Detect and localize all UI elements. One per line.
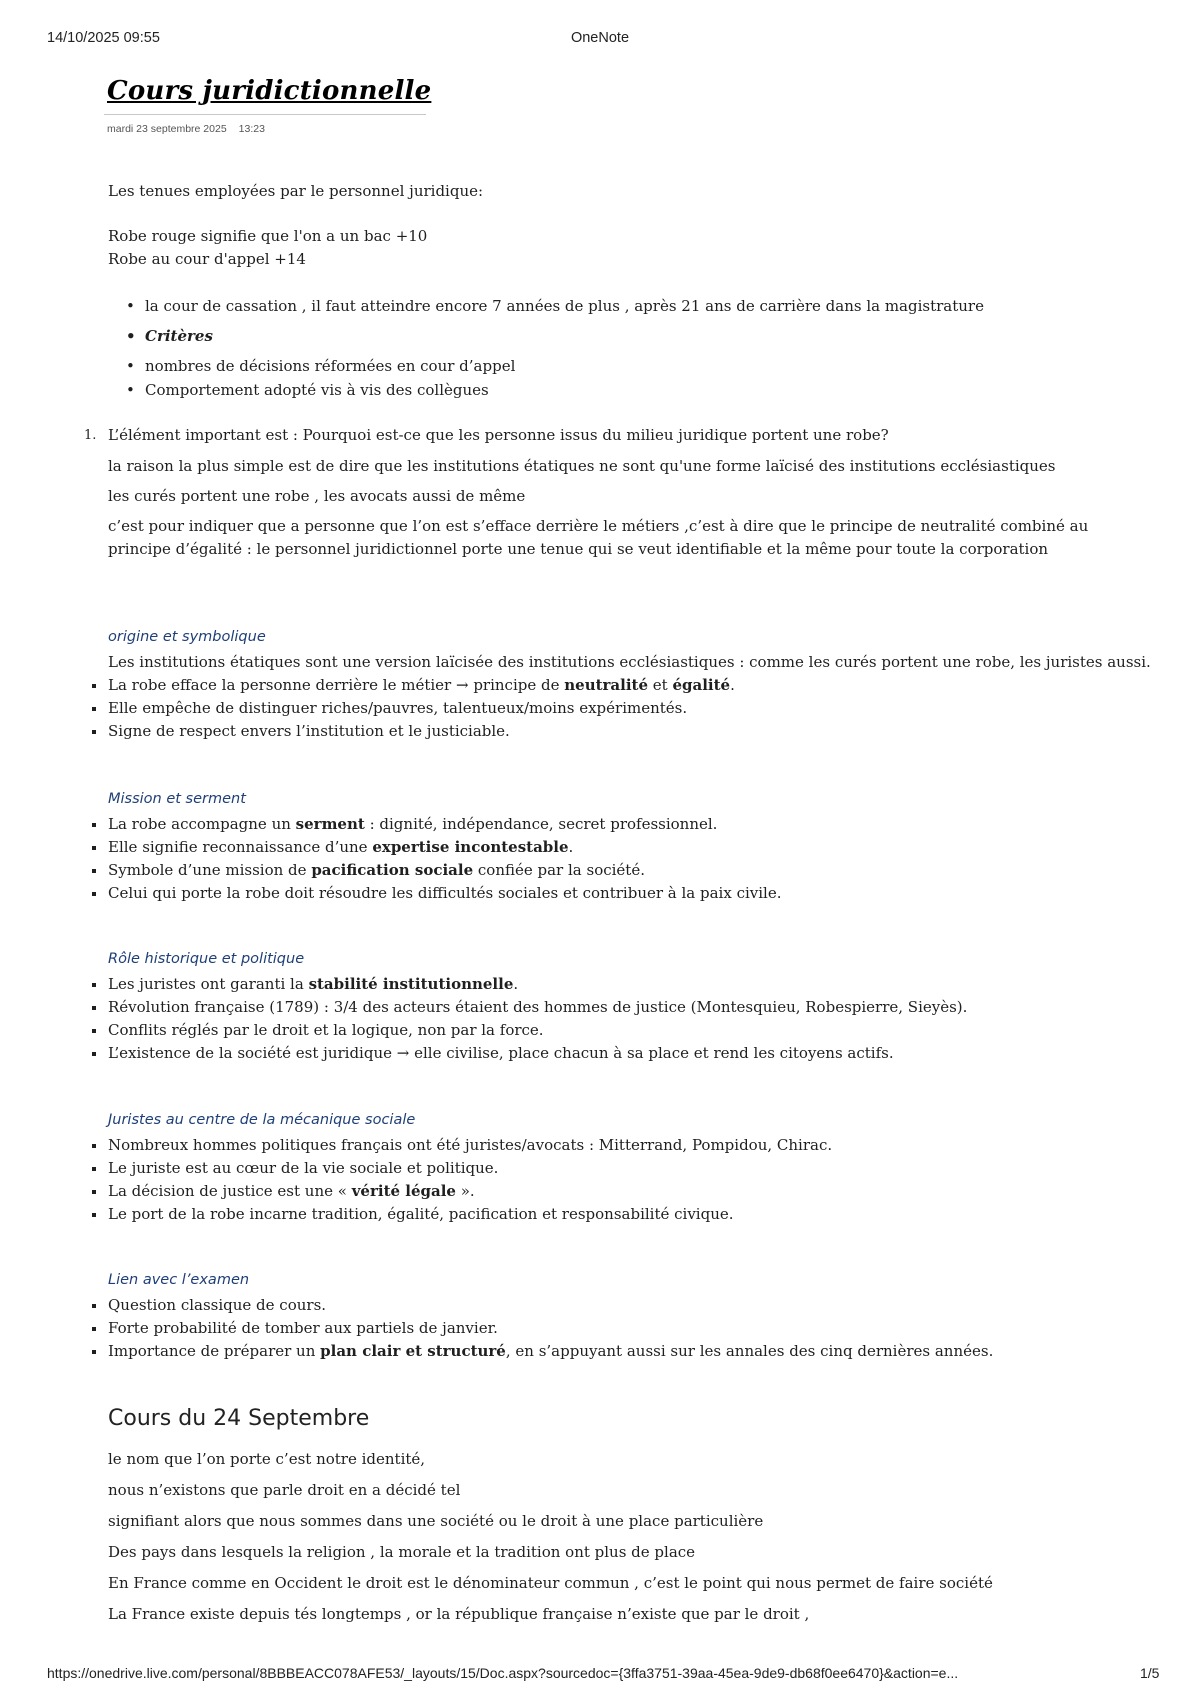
intro-line-1: Robe rouge signifie que l'on a un bac +10 [108,227,428,245]
paragraph: Des pays dans lesquels la religion , la morale et la tradition ont plus de place [108,1543,696,1561]
intro-line-2: Robe au cour d'appel +14 [108,250,306,268]
list-item: Elle empêche de distinguer riches/pauvres, talentueux/moins expérimentés. [108,699,688,717]
list-item: Elle signifie reconnaissance d’une expertise incontestable. [108,838,574,856]
list-item: Celui qui porte la robe doit résoudre les difficultés sociales et contribuer à la paix civile. [108,884,782,902]
print-page-number: 1/5 [1140,1665,1160,1681]
list-item: Symbole d’une mission de pacification sociale confiée par la société. [108,861,645,879]
section-heading: Juristes au centre de la mécanique sociale [108,1112,416,1128]
print-datetime: 14/10/2025 09:55 [47,30,160,46]
title-divider [104,114,426,115]
list-item: • Critères [145,327,213,345]
paragraph: la raison la plus simple est de dire que les institutions étatiques ne sont qu'une forme laïcisé des institutions ecclésiastiques [108,457,1056,475]
paragraph: les curés portent une robe , les avocats aussi de même [108,487,526,505]
list-item: La décision de justice est une « vérité légale ». [108,1182,475,1200]
paragraph: nous n’existons que parle droit en a décidé tel [108,1481,461,1499]
paragraph: le nom que l’on porte c’est notre identité, [108,1450,426,1468]
paragraph: signifiant alors que nous sommes dans une société ou le droit à une place particulière [108,1512,764,1530]
list-item: Révolution française (1789) : 3/4 des acteurs étaient des hommes de justice (Montesquieu, Robespierre, Sieyès). [108,998,968,1016]
section-heading: Rôle historique et politique [108,951,305,967]
page-meta [107,123,277,135]
list-item: L’existence de la société est juridique → elle civilise, place chacun à sa place et rend les citoyens actifs. [108,1044,894,1062]
list-item: Les juristes ont garanti la stabilité institutionnelle. [108,975,519,993]
section-heading: Mission et serment [108,791,246,807]
intro-heading: Les tenues employées par le personnel juridique: [108,182,484,200]
list-item: Le juriste est au cœur de la vie sociale et politique. [108,1159,499,1177]
list-item: Conflits réglés par le droit et la logique, non par la force. [108,1021,544,1039]
list-item: • Comportement adopté vis à vis des collègues [145,381,489,399]
numbered-marker: 1. [84,428,97,443]
list-item: Importance de préparer un plan clair et structuré, en s’appuyant aussi sur les annales des cinq dernières années. [108,1342,994,1360]
section-heading: Lien avec l’examen [108,1272,250,1288]
list-item: Les institutions étatiques sont une version laïcisée des institutions ecclésiastiques : comme les curés portent une robe, les juristes aussi. [108,653,1156,671]
print-url: https://onedrive.live.com/personal/8BBBEACC078AFE53/_layouts/15/Doc.aspx?sourcedoc={3ffa3751-39aa-45ea-9de9-db68f0ee6470}&action=e... [47,1665,959,1681]
section-title: Cours du 24 Septembre [108,1406,370,1431]
page-time: 13:23 [238,123,265,135]
list-item: Nombreux hommes politiques français ont été juristes/avocats : Mitterrand, Pompidou, Chirac. [108,1136,833,1154]
list-item: Le port de la robe incarne tradition, égalité, pacification et responsabilité civique. [108,1205,734,1223]
section-heading: origine et symbolique [108,629,266,645]
print-app-name: OneNote [570,30,630,46]
page-title[interactable]: Cours juridictionnelle [107,76,432,106]
page-date: mardi 23 septembre 2025 [107,123,227,135]
paragraph: En France comme en Occident le droit est le dénominateur commun , c’est le point qui nous permet de faire société [108,1574,993,1592]
list-item: • la cour de cassation , il faut atteindre encore 7 années de plus , après 21 ans de carrière dans la magistrature [145,297,984,315]
paragraph: principe d’égalité : le personnel juridictionnel porte une tenue qui se veut identifiable et la même pour toute la corporation [108,540,1049,558]
paragraph: c’est pour indiquer que a personne que l’on est s’efface derrière le métiers ,c’est à dire que le principe de neutralité combiné au [108,517,1089,535]
list-item: Signe de respect envers l’institution et le justiciable. [108,722,510,740]
list-item: Forte probabilité de tomber aux partiels de janvier. [108,1319,498,1337]
list-item: La robe accompagne un serment : dignité, indépendance, secret professionnel. [108,815,718,833]
list-item: Question classique de cours. [108,1296,327,1314]
list-item: La robe efface la personne derrière le métier → principe de neutralité et égalité. [108,676,735,694]
numbered-item: L’élément important est : Pourquoi est-ce que les personne issus du milieu juridique portent une robe? [108,426,889,444]
paragraph: La France existe depuis tés longtemps , or la république française n’existe que par le droit , [108,1605,810,1623]
list-item: • nombres de décisions réformées en cour d’appel [145,357,515,375]
